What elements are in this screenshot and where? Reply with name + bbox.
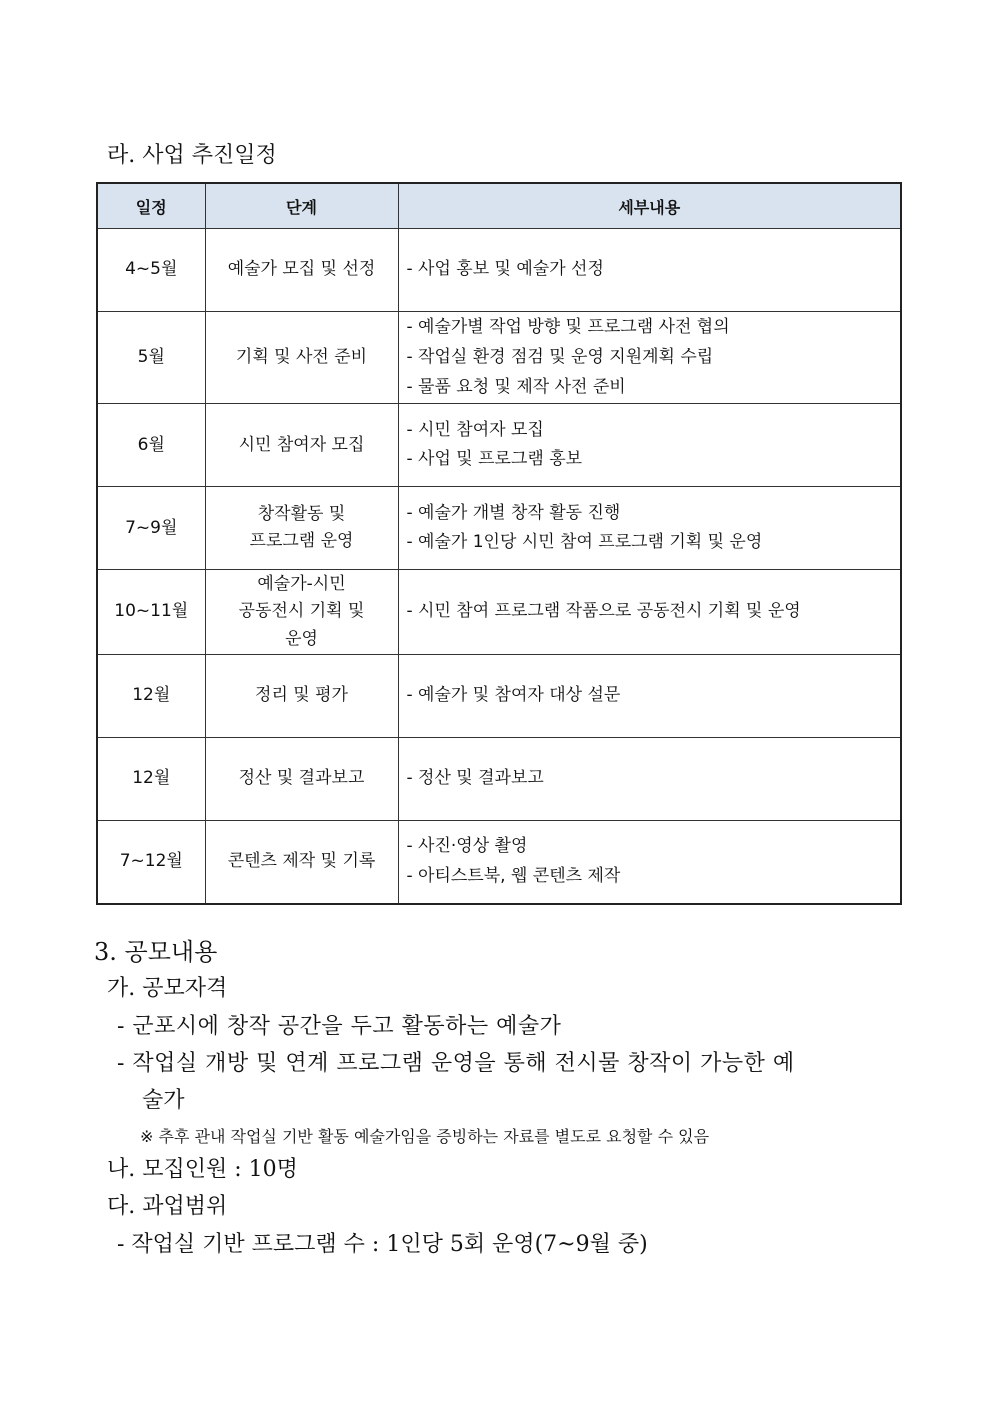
- header-details: 세부내용: [398, 183, 901, 229]
- schedule-details: [398, 312, 901, 404]
- schedule-phase: 시민 참여자 모집: [205, 404, 398, 487]
- detail-line: - 예술가 개별 창작 활동 진행: [406, 502, 621, 523]
- detail-line: - 사업 및 프로그램 홍보: [406, 449, 583, 470]
- schedule-details: [398, 820, 901, 904]
- schedule-phase: 창작활동 및 프로그램 운영: [205, 487, 398, 570]
- schedule-date: 7~9월: [97, 487, 205, 570]
- detail-line: - 사업 홍보 및 예술가 선정: [406, 259, 604, 280]
- table-row: [97, 570, 901, 655]
- scope-item: - 작업실 기반 프로그램 수 : 1인당 5회 운영(7~9월 중): [117, 1232, 648, 1257]
- table-row: [97, 312, 901, 404]
- section-title: 3. 공모내용: [94, 938, 218, 966]
- schedule-phase: 예술가 모집 및 선정: [205, 229, 398, 312]
- eligibility-note: ※ 추후 관내 작업실 기반 활동 예술가임을 증빙하는 자료를 별도로 요청할 수 있음: [140, 1127, 710, 1146]
- schedule-heading: 라. 사업 추진일정: [107, 143, 277, 168]
- schedule-date: 12월: [97, 737, 205, 820]
- detail-line: - 아티스트북, 웹 콘텐츠 제작: [406, 865, 621, 886]
- table-row: [97, 737, 901, 820]
- detail-line: - 시민 참여자 모집: [406, 419, 544, 440]
- schedule-date: 5월: [97, 312, 205, 404]
- eligibility-item: - 작업실 개방 및 연계 프로그램 운영을 통해 전시물 창작이 가능한 예: [117, 1051, 795, 1076]
- schedule-phase: 정리 및 평가: [205, 654, 398, 737]
- eligibility-item: - 군포시에 창작 공간을 두고 활동하는 예술가: [117, 1014, 562, 1039]
- schedule-date: 7~12월: [97, 820, 205, 904]
- table-row: [97, 229, 901, 312]
- schedule-details: [398, 654, 901, 737]
- detail-line: - 작업실 환경 점검 및 운영 지원계획 수립: [406, 346, 714, 367]
- eligibility-heading: 가. 공모자격: [107, 976, 228, 1001]
- schedule-date: 12월: [97, 654, 205, 737]
- schedule-phase: 예술가-시민 공동전시 기획 및 운영: [205, 570, 398, 655]
- detail-line: - 예술가 및 참여자 대상 설문: [406, 684, 621, 705]
- schedule-date: 6월: [97, 404, 205, 487]
- schedule-phase: 기획 및 사전 준비: [205, 312, 398, 404]
- detail-line: - 예술가 1인당 시민 참여 프로그램 기획 및 운영: [406, 532, 763, 553]
- detail-line: - 물품 요청 및 제작 사전 준비: [406, 376, 626, 397]
- detail-line: - 정산 및 결과보고: [406, 767, 544, 788]
- table-row: [97, 654, 901, 737]
- schedule-table: [96, 182, 902, 905]
- detail-line: - 시민 참여 프로그램 작품으로 공동전시 기획 및 운영: [406, 601, 801, 622]
- eligibility-item-continuation: 술가: [142, 1088, 185, 1113]
- schedule-phase: 정산 및 결과보고: [205, 737, 398, 820]
- schedule-details: [398, 737, 901, 820]
- header-date: 일정: [97, 183, 205, 229]
- schedule-body: [97, 229, 901, 904]
- schedule-details: [398, 570, 901, 655]
- table-header-row: [97, 183, 901, 229]
- table-row: [97, 404, 901, 487]
- detail-line: - 예술가별 작업 방향 및 프로그램 사전 협의: [406, 317, 730, 337]
- schedule-date: 10~11월: [97, 570, 205, 655]
- table-row: [97, 487, 901, 570]
- scope-heading: 다. 과업범위: [107, 1194, 228, 1219]
- schedule-details: [398, 487, 901, 570]
- schedule-phase: 콘텐츠 제작 및 기록: [205, 820, 398, 904]
- recruit-count: 나. 모집인원 : 10명: [107, 1157, 298, 1182]
- table-row: [97, 820, 901, 904]
- header-phase: 단계: [205, 183, 398, 229]
- schedule-date: 4~5월: [97, 229, 205, 312]
- detail-line: - 사진·영상 촬영: [406, 836, 528, 857]
- schedule-details: [398, 404, 901, 487]
- schedule-details: [398, 229, 901, 312]
